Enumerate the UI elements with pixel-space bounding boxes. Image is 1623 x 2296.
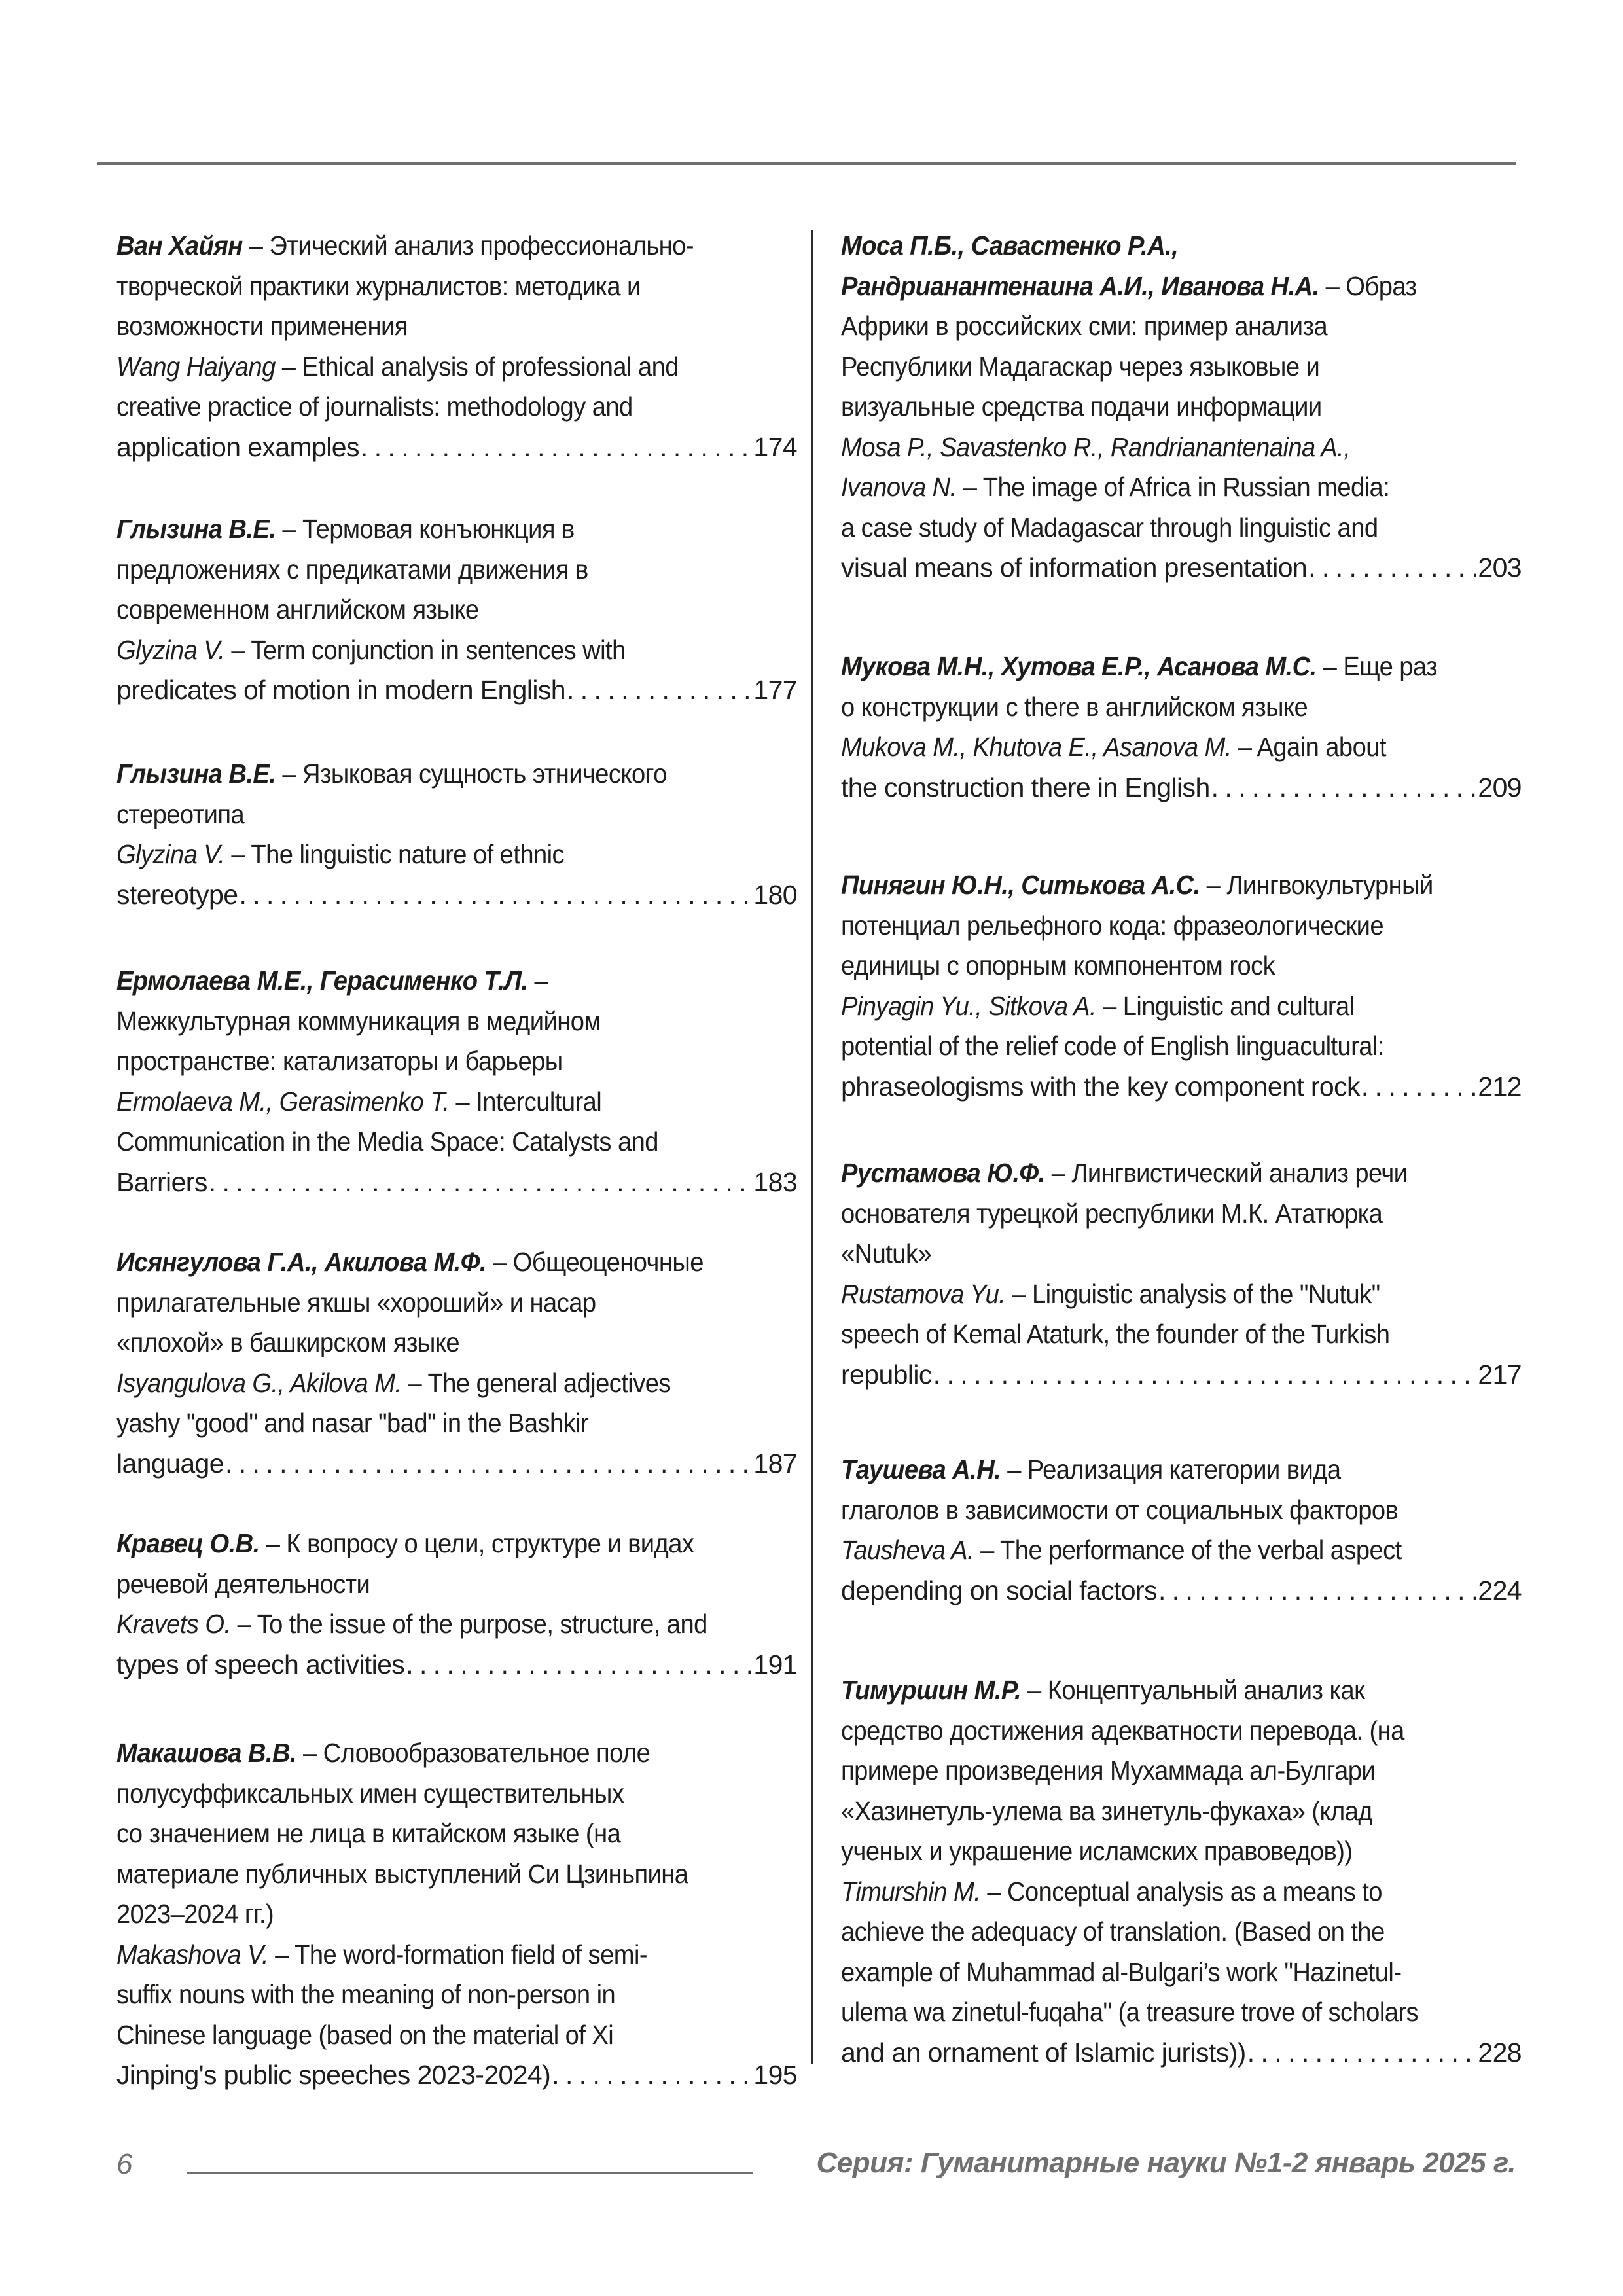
title-en-text: Chinese language (based on the material of Xi bbox=[116, 2019, 614, 2050]
dot-leader bbox=[1308, 548, 1476, 588]
toc-entry[interactable] bbox=[841, 647, 1522, 808]
authors-en: Tausheva A. bbox=[841, 1535, 974, 1565]
title-en-line bbox=[841, 986, 1474, 1027]
title-en-text: visual means of information presentation bbox=[841, 552, 1308, 583]
title-ru-text: – Этический анализ профессионально- bbox=[242, 230, 694, 260]
dot-leader bbox=[406, 1645, 752, 1685]
title-en-line bbox=[841, 508, 1474, 548]
authors-ru: Глызина В.Е. bbox=[116, 514, 276, 544]
title-ru-line bbox=[841, 1490, 1474, 1531]
dot-leader bbox=[361, 427, 752, 468]
title-ru-line bbox=[116, 1524, 749, 1564]
title-en-text: creative practice of journalists: methodology and bbox=[116, 391, 633, 422]
title-ru-line bbox=[116, 1283, 749, 1323]
toc-entry[interactable] bbox=[841, 1153, 1522, 1395]
title-ru-line bbox=[116, 1814, 749, 1854]
title-en-last-line bbox=[116, 1162, 797, 1203]
title-en-text: application examples bbox=[116, 431, 359, 462]
title-ru-line bbox=[116, 1894, 749, 1935]
title-ru-line bbox=[841, 1153, 1474, 1194]
toc-entry[interactable] bbox=[116, 1242, 797, 1484]
title-ru-line bbox=[116, 1774, 749, 1814]
dot-leader bbox=[1211, 768, 1477, 808]
title-en-line bbox=[116, 2015, 749, 2056]
title-ru-text: – Концептуальный анализ как bbox=[1021, 1675, 1365, 1705]
title-en-text: Jinping's public speeches 2023-2024) bbox=[116, 2060, 551, 2090]
footer-rule bbox=[187, 2172, 753, 2174]
title-en-line bbox=[116, 630, 749, 671]
authors-en: Glyzina V. bbox=[116, 634, 225, 665]
title-en-text: – Linguistic analysis of the "Nutuk" bbox=[1005, 1278, 1380, 1309]
title-ru-line bbox=[116, 306, 749, 347]
toc-entry[interactable] bbox=[841, 1670, 1522, 2073]
authors-en: Kravets O. bbox=[116, 1609, 231, 1639]
title-en-line bbox=[116, 1975, 749, 2015]
title-ru-line bbox=[116, 550, 749, 590]
title-ru-line bbox=[116, 509, 749, 550]
title-en-line bbox=[841, 727, 1474, 768]
title-ru-line bbox=[841, 387, 1474, 427]
title-ru-text: – Реализация категории вида bbox=[1001, 1454, 1341, 1484]
title-ru-line bbox=[116, 590, 749, 630]
title-ru-text: со значением не лица в китайском языке (на bbox=[116, 1818, 621, 1848]
title-ru-text: глаголов в зависимости от социальных факторов bbox=[841, 1494, 1399, 1525]
title-ru-line bbox=[841, 1791, 1474, 1832]
title-en-text: – Linguistic and cultural bbox=[1096, 990, 1355, 1021]
page-reference[interactable]: 195 bbox=[753, 2060, 797, 2090]
title-en-line bbox=[116, 347, 749, 387]
authors-ru: Рустамова Ю.Ф. bbox=[841, 1158, 1045, 1188]
title-en-text: achieve the adequacy of translation. (Based on the bbox=[841, 1916, 1385, 1946]
title-ru-text: материале публичных выступлений Си Цзиньпина bbox=[116, 1858, 688, 1889]
title-en-last-line bbox=[116, 670, 797, 711]
page-reference[interactable]: 217 bbox=[1478, 1359, 1522, 1390]
title-en-line bbox=[841, 1026, 1474, 1067]
title-ru-text: средство достижения адекватности перевода. (на bbox=[841, 1715, 1404, 1746]
title-ru-text: – Лингвистический анализ речи bbox=[1044, 1158, 1408, 1188]
title-en-text: types of speech activities bbox=[116, 1649, 405, 1679]
title-ru-line bbox=[841, 865, 1474, 906]
page-reference[interactable]: 180 bbox=[753, 879, 797, 910]
journal-series-title: Серия: Гуманитарные науки №1-2 январь 2025 г. bbox=[816, 2147, 1516, 2179]
title-ru-text: ученых и украшение исламских правоведов)) bbox=[841, 1836, 1353, 1866]
title-en-text: – Intercultural bbox=[449, 1086, 602, 1117]
title-ru-text: визуальные средства подачи информации bbox=[841, 391, 1322, 422]
title-en-text: republic bbox=[841, 1359, 932, 1390]
title-en-text: the construction there in English bbox=[841, 772, 1210, 802]
title-en-line bbox=[116, 1403, 749, 1444]
authors-ru: Макашова В.В. bbox=[116, 1738, 296, 1768]
dot-leader bbox=[1247, 2033, 1477, 2073]
title-ru-line bbox=[841, 687, 1474, 728]
title-ru-text: современном английском языке bbox=[116, 594, 479, 624]
title-ru-line bbox=[116, 961, 749, 1001]
title-ru-text: о конструкции с there в английском языке bbox=[841, 691, 1308, 722]
title-en-line bbox=[116, 1604, 749, 1645]
title-ru-text: творческой практики журналистов: методика и bbox=[116, 270, 641, 301]
title-en-text: – Conceptual analysis as a means to bbox=[980, 1876, 1382, 1907]
title-en-last-line bbox=[116, 1444, 797, 1484]
authors-en: Timurshin M. bbox=[841, 1876, 981, 1907]
title-ru-text: – Словообразовательное поле bbox=[296, 1738, 651, 1768]
title-en-line bbox=[116, 387, 749, 427]
title-ru-line bbox=[841, 946, 1474, 986]
authors-en: Makashova V. bbox=[116, 1939, 269, 1969]
title-en-last-line bbox=[841, 548, 1522, 588]
title-ru-line bbox=[841, 1831, 1474, 1872]
title-ru-line bbox=[841, 647, 1474, 687]
title-ru-text: «Хазинетуль-улема ва зинетуль-фукаха» (клад bbox=[841, 1795, 1373, 1826]
title-ru-text: 2023–2024 гг.) bbox=[116, 1899, 274, 1929]
dot-leader bbox=[225, 1444, 752, 1484]
toc-entry[interactable] bbox=[116, 1733, 797, 2096]
title-ru-line bbox=[841, 1751, 1474, 1791]
authors-en: Pinyagin Yu., Sitkova A. bbox=[841, 990, 1097, 1021]
title-ru-line bbox=[116, 1323, 749, 1363]
title-ru-text: стереотипа bbox=[116, 798, 245, 829]
page-reference[interactable]: 174 bbox=[753, 431, 797, 462]
dot-leader bbox=[552, 2055, 752, 2096]
title-ru-line bbox=[116, 266, 749, 307]
title-ru-text: потенциал рельефного кода: фразеологические bbox=[841, 910, 1384, 941]
title-en-line bbox=[841, 1952, 1474, 1993]
title-en-line bbox=[116, 1363, 749, 1404]
toc-entry[interactable] bbox=[841, 865, 1522, 1107]
title-en-last-line bbox=[841, 1355, 1522, 1395]
title-ru-text: – Образ bbox=[1319, 270, 1417, 301]
title-ru-text: Республики Мадагаскар через языковые и bbox=[841, 351, 1320, 382]
toc-entry[interactable] bbox=[841, 226, 1522, 588]
title-en-text: a case study of Madagascar through linguistic and bbox=[841, 512, 1378, 543]
title-en-text: ulema wa zinetul-fuqaha" (a treasure trove of scholars bbox=[841, 1997, 1419, 2027]
page-reference[interactable]: 177 bbox=[753, 675, 797, 705]
title-ru-text: речевой деятельности bbox=[116, 1568, 370, 1599]
dot-leader bbox=[933, 1355, 1477, 1395]
page-reference[interactable]: 187 bbox=[753, 1448, 797, 1479]
toc-entry[interactable] bbox=[841, 1450, 1522, 1611]
authors-ru: Исянгулова Г.А., Акилова М.Ф. bbox=[116, 1247, 486, 1277]
authors-en: Glyzina V. bbox=[116, 839, 225, 869]
title-en-line bbox=[841, 1530, 1474, 1571]
title-en-text: – The performance of the verbal aspect bbox=[974, 1535, 1402, 1565]
title-en-last-line bbox=[841, 768, 1522, 808]
toc-entry[interactable] bbox=[116, 509, 797, 711]
title-ru-line bbox=[116, 795, 749, 835]
title-en-text: – The linguistic nature of ethnic bbox=[224, 839, 565, 869]
title-en-text: language bbox=[116, 1448, 224, 1479]
title-ru-line bbox=[116, 1564, 749, 1605]
authors-ru: Глызина В.Е. bbox=[116, 759, 276, 789]
title-en-last-line bbox=[841, 2033, 1522, 2073]
toc-entry[interactable] bbox=[116, 1524, 797, 1685]
title-ru-line bbox=[841, 266, 1474, 307]
authors-ru: Ван Хайян bbox=[116, 230, 243, 260]
title-en-text: – To the issue of the purpose, structure, and bbox=[230, 1609, 707, 1639]
title-en-text: – The word-formation field of semi- bbox=[268, 1939, 648, 1969]
page-number: 6 bbox=[116, 2148, 133, 2180]
page-reference[interactable]: 203 bbox=[1478, 552, 1522, 583]
title-ru-line bbox=[116, 1854, 749, 1895]
title-en-last-line bbox=[841, 1571, 1522, 1611]
authors-en: Rustamova Yu. bbox=[841, 1278, 1006, 1309]
title-ru-line bbox=[116, 226, 749, 266]
title-en-line bbox=[116, 834, 749, 875]
authors-en: Ermolaeva M., Gerasimenko T. bbox=[116, 1086, 450, 1117]
toc-entry[interactable] bbox=[116, 754, 797, 915]
dot-leader bbox=[239, 875, 752, 916]
title-en-last-line bbox=[841, 1067, 1522, 1107]
dot-leader bbox=[567, 670, 752, 711]
title-en-text: example of Muhammad al-Bulgari’s work "Hazinetul- bbox=[841, 1956, 1402, 1987]
authors-ru: Таушева А.Н. bbox=[841, 1454, 1001, 1484]
title-ru-text: – Общеоценочные bbox=[486, 1247, 704, 1277]
page-reference[interactable]: 228 bbox=[1478, 2037, 1522, 2068]
title-en-text: – Again about bbox=[1231, 732, 1386, 762]
page-reference[interactable]: 191 bbox=[753, 1649, 797, 1679]
title-ru-line bbox=[116, 1733, 749, 1774]
toc-entry[interactable] bbox=[116, 961, 797, 1202]
title-en-text: suffix nouns with the meaning of non-person in bbox=[116, 1979, 616, 2009]
title-en-text: and an ornament of Islamic jurists)) bbox=[841, 2037, 1246, 2068]
authors-ru: Пинягин Ю.Н., Ситькова А.С. bbox=[841, 870, 1200, 900]
authors-ru: Кравец О.В. bbox=[116, 1528, 260, 1558]
title-en-line bbox=[841, 1274, 1474, 1315]
page-reference[interactable]: 224 bbox=[1478, 1575, 1522, 1605]
title-en-text: predicates of motion in modern English bbox=[116, 675, 565, 705]
toc-entry[interactable] bbox=[116, 226, 797, 467]
title-en-line bbox=[841, 1912, 1474, 1952]
title-en-last-line bbox=[116, 427, 797, 468]
title-ru-line bbox=[841, 226, 1474, 266]
title-ru-text: прилагательные яҡшы «хороший» и насар bbox=[116, 1287, 596, 1318]
title-ru-text: – Лингвокультурный bbox=[1200, 870, 1433, 900]
title-en-text: yashy "good" and nasar "bad" in the Bashkir bbox=[116, 1408, 589, 1438]
title-en-line bbox=[841, 1872, 1474, 1912]
title-ru-text: «Nutuk» bbox=[841, 1238, 932, 1268]
title-ru-line bbox=[116, 754, 749, 795]
title-ru-text: – Еще раз bbox=[1316, 651, 1438, 681]
title-ru-text: «плохой» в башкирском языке bbox=[116, 1327, 460, 1357]
title-ru-text: примере произведения Мухаммада ал-Булгари bbox=[841, 1755, 1376, 1785]
authors-ru: Моса П.Б., Савастенко Р.А., bbox=[841, 230, 1179, 260]
title-ru-text: – Языковая сущность этнического bbox=[276, 759, 667, 789]
title-ru-text: – К вопросу о цели, структуре и видах bbox=[259, 1528, 694, 1558]
title-en-text: potential of the relief code of English linguacultural: bbox=[841, 1031, 1384, 1061]
authors-en: Wang Haiyang bbox=[116, 351, 276, 382]
title-ru-text: Межкультурная коммуникация в медийном bbox=[116, 1005, 601, 1036]
authors-en: Mukova M., Khutova E., Asanova M. bbox=[841, 732, 1232, 762]
title-en-line bbox=[841, 427, 1474, 468]
authors-en: Isyangulova G., Akilova M. bbox=[116, 1367, 402, 1398]
authors-ru: Рандрианантенаина А.И., Иванова Н.А. bbox=[841, 270, 1319, 301]
title-en-line bbox=[841, 1314, 1474, 1355]
title-en-line bbox=[841, 1992, 1474, 2033]
title-en-line bbox=[116, 1935, 749, 1975]
title-ru-line bbox=[116, 1001, 749, 1042]
authors-ru: Мукова М.Н., Хутова Е.Р., Асанова М.С. bbox=[841, 651, 1317, 681]
title-en-text: stereotype bbox=[116, 879, 238, 910]
title-en-line bbox=[841, 467, 1474, 508]
title-ru-text: полусуффиксальных имен существительных bbox=[116, 1778, 624, 1808]
title-ru-line bbox=[841, 1711, 1474, 1751]
page-reference[interactable]: 209 bbox=[1478, 772, 1522, 802]
title-en-text: – The general adjectives bbox=[401, 1367, 671, 1398]
authors-ru: Тимуршин М.Р. bbox=[841, 1675, 1022, 1705]
page-reference[interactable]: 212 bbox=[1478, 1071, 1522, 1102]
title-en-text: speech of Kemal Ataturk, the founder of the Turkish bbox=[841, 1319, 1390, 1349]
title-ru-text: пространстве: катализаторы и барьеры bbox=[116, 1046, 563, 1076]
title-en-text: – Term conjunction in sentences with bbox=[224, 634, 626, 665]
title-ru-text: предложениях с предикатами движения в bbox=[116, 554, 588, 584]
title-ru-line bbox=[841, 347, 1474, 387]
title-ru-line bbox=[841, 1234, 1474, 1274]
title-en-text: depending on social factors bbox=[841, 1575, 1157, 1605]
authors-en: Mosa P., Savastenko R., Randrianantenaina A., bbox=[841, 431, 1351, 462]
title-ru-line bbox=[841, 306, 1474, 347]
title-en-line bbox=[116, 1082, 749, 1122]
title-en-text: Barriers bbox=[116, 1166, 207, 1197]
title-ru-line bbox=[116, 1041, 749, 1082]
title-en-last-line bbox=[116, 1645, 797, 1685]
dot-leader bbox=[1361, 1067, 1476, 1107]
title-en-text: – The image of Africa in Russian media: bbox=[956, 472, 1390, 502]
title-ru-text: Африки в российских сми: пример анализа bbox=[841, 311, 1328, 341]
title-ru-line bbox=[841, 906, 1474, 946]
header-rule bbox=[97, 162, 1516, 165]
title-en-line bbox=[116, 1122, 749, 1162]
title-en-last-line bbox=[116, 2055, 797, 2096]
dot-leader bbox=[1158, 1571, 1476, 1611]
title-ru-text: возможности применения bbox=[116, 311, 408, 341]
title-ru-text: – Термовая конъюнкция в bbox=[276, 514, 575, 544]
title-en-text: Communication in the Media Space: Catalysts and bbox=[116, 1126, 658, 1157]
authors-ru: Ермолаева М.Е., Герасименко Т.Л. bbox=[116, 965, 528, 996]
title-en-text: phraseologisms with the key component rock bbox=[841, 1071, 1360, 1102]
title-ru-line bbox=[116, 1242, 749, 1283]
title-ru-line bbox=[841, 1194, 1474, 1234]
dot-leader bbox=[209, 1162, 753, 1203]
title-en-text: – Ethical analysis of professional and bbox=[275, 351, 679, 382]
column-divider bbox=[812, 230, 813, 2064]
title-ru-line bbox=[841, 1450, 1474, 1490]
page-reference[interactable]: 183 bbox=[753, 1166, 797, 1197]
title-ru-text: единицы с опорным компонентом rock bbox=[841, 950, 1275, 980]
title-en-last-line bbox=[116, 875, 797, 916]
authors-en: Ivanova N. bbox=[841, 472, 957, 502]
title-ru-text: – bbox=[527, 965, 548, 996]
title-ru-text: основателя турецкой республики М.К. Ататюрка bbox=[841, 1198, 1383, 1229]
title-ru-line bbox=[841, 1670, 1474, 1711]
